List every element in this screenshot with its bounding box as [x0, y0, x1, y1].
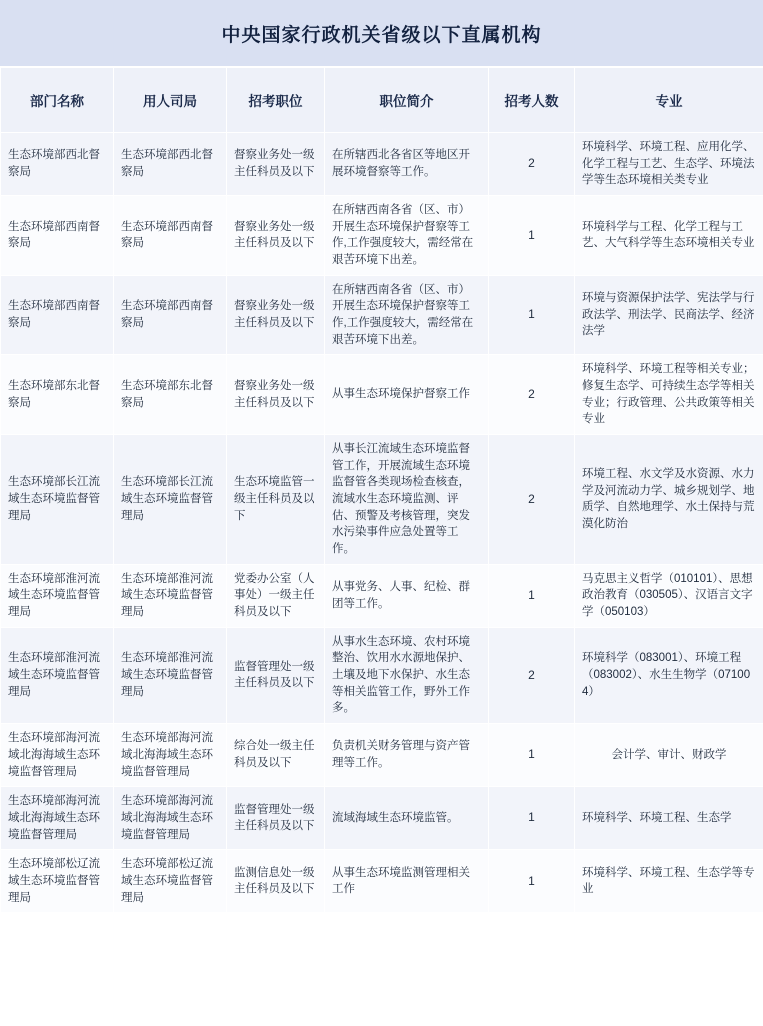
table-row [1, 275, 763, 355]
cell-brief: 从事水生态环境、农村环境整治、饮用水水源地保护、土壤及地下水保护、水生态等相关监管工作，野外工作多。 [325, 627, 489, 723]
cell-major: 环境工程、水文学及水资源、水力学及河流动力学、城乡规划学、地质学、自然地理学、水土保持与荒漠化防治 [575, 435, 763, 565]
cell-count: 2 [489, 435, 575, 565]
cell-bureau: 生态环境部淮河流域生态环境监督管理局 [114, 627, 227, 723]
column-header-count: 招考人数 [489, 68, 575, 133]
cell-post: 生态环境监管一级主任科员及以下 [227, 435, 325, 565]
cell-major: 环境科学、环境工程、生态学 [575, 787, 763, 850]
column-header-dept: 部门名称 [1, 68, 114, 133]
cell-brief: 负责机关财务管理与资产管理等工作。 [325, 724, 489, 787]
cell-count: 1 [489, 850, 575, 913]
cell-post: 综合处一级主任科员及以下 [227, 724, 325, 787]
cell-dept: 生态环境部长江流域生态环境监督管理局 [1, 435, 114, 565]
table-row [1, 564, 763, 627]
table-row [1, 133, 763, 196]
cell-brief: 在所辖西北各省区等地区开展环境督察等工作。 [325, 133, 489, 196]
cell-count: 1 [489, 564, 575, 627]
cell-bureau: 生态环境部西南督察局 [114, 275, 227, 355]
table-row [1, 724, 763, 787]
cell-bureau: 生态环境部长江流域生态环境监督管理局 [114, 435, 227, 565]
cell-bureau: 生态环境部淮河流域生态环境监督管理局 [114, 564, 227, 627]
cell-major: 环境科学、环境工程、生态学等专业 [575, 850, 763, 913]
cell-bureau: 生态环境部东北督察局 [114, 355, 227, 435]
cell-bureau: 生态环境部西南督察局 [114, 196, 227, 276]
cell-major: 会计学、审计、财政学 [575, 724, 763, 787]
cell-post: 督察业务处一级主任科员及以下 [227, 133, 325, 196]
cell-bureau: 生态环境部松辽流域生态环境监督管理局 [114, 850, 227, 913]
table-body [1, 133, 763, 913]
cell-dept: 生态环境部西北督察局 [1, 133, 114, 196]
table-header [1, 68, 763, 133]
cell-bureau: 生态环境部西北督察局 [114, 133, 227, 196]
cell-count: 1 [489, 787, 575, 850]
cell-brief: 从事生态环境保护督察工作 [325, 355, 489, 435]
cell-post: 监测信息处一级主任科员及以下 [227, 850, 325, 913]
cell-post: 监督管理处一级主任科员及以下 [227, 627, 325, 723]
cell-dept: 生态环境部海河流域北海海域生态环境监督管理局 [1, 724, 114, 787]
cell-bureau: 生态环境部海河流域北海海域生态环境监督管理局 [114, 787, 227, 850]
column-header-post: 招考职位 [227, 68, 325, 133]
cell-count: 2 [489, 627, 575, 723]
table-header-row [1, 68, 763, 133]
cell-major: 马克思主义哲学（010101）、思想政治教育（030505）、汉语言文字学（050103） [575, 564, 763, 627]
cell-dept: 生态环境部淮河流域生态环境监督管理局 [1, 564, 114, 627]
cell-brief: 从事党务、人事、纪检、群团等工作。 [325, 564, 489, 627]
cell-major: 环境科学与工程、化学工程与工艺、大气科学等生态环境相关专业 [575, 196, 763, 276]
page-title-bar [0, 0, 763, 67]
cell-dept: 生态环境部海河流域北海海域生态环境监督管理局 [1, 787, 114, 850]
cell-brief: 从事生态环境监测管理相关工作 [325, 850, 489, 913]
table-row [1, 627, 763, 723]
column-header-brief: 职位简介 [325, 68, 489, 133]
cell-count: 2 [489, 133, 575, 196]
cell-post: 党委办公室（人事处）一级主任科员及以下 [227, 564, 325, 627]
cell-dept: 生态环境部松辽流域生态环境监督管理局 [1, 850, 114, 913]
column-header-bureau: 用人司局 [114, 68, 227, 133]
page-title: 中央国家行政机关省级以下直属机构 [221, 24, 542, 46]
cell-count: 1 [489, 196, 575, 276]
cell-brief: 在所辖西南各省（区、市）开展生态环境保护督察等工作,工作强度较大，需经常在艰苦环境下出差。 [325, 196, 489, 276]
cell-count: 1 [489, 724, 575, 787]
cell-dept: 生态环境部东北督察局 [1, 355, 114, 435]
cell-count: 2 [489, 355, 575, 435]
table-row [1, 850, 763, 913]
table-row [1, 196, 763, 276]
cell-count: 1 [489, 275, 575, 355]
recruitment-table [0, 67, 763, 913]
cell-bureau: 生态环境部海河流域北海海域生态环境监督管理局 [114, 724, 227, 787]
cell-dept: 生态环境部西南督察局 [1, 196, 114, 276]
cell-brief: 流域海域生态环境监管。 [325, 787, 489, 850]
cell-brief: 从事长江流域生态环境监督管工作，开展流域生态环境监督管各类现场检查核查，流域水生态环境监测、评估、预警及考核管理，突发水污染事件应急处置等工作。 [325, 435, 489, 565]
cell-post: 督察业务处一级主任科员及以下 [227, 275, 325, 355]
cell-major: 环境与资源保护法学、宪法学与行政法学、刑法学、民商法学、经济法学 [575, 275, 763, 355]
cell-dept: 生态环境部淮河流域生态环境监督管理局 [1, 627, 114, 723]
cell-post: 督察业务处一级主任科员及以下 [227, 196, 325, 276]
table-row [1, 355, 763, 435]
cell-post: 督察业务处一级主任科员及以下 [227, 355, 325, 435]
cell-brief: 在所辖西南各省（区、市）开展生态环境保护督察等工作,工作强度较大，需经常在艰苦环境下出差。 [325, 275, 489, 355]
cell-dept: 生态环境部西南督察局 [1, 275, 114, 355]
table-row [1, 787, 763, 850]
cell-major: 环境科学（083001）、环境工程（083002）、水生生物学（071004） [575, 627, 763, 723]
cell-major: 环境科学、环境工程、应用化学、化学工程与工艺、生态学、环境法学等生态环境相关类专业 [575, 133, 763, 196]
cell-post: 监督管理处一级主任科员及以下 [227, 787, 325, 850]
cell-major: 环境科学、环境工程等相关专业；修复生态学、可持续生态学等相关专业；行政管理、公共政策等相关专业 [575, 355, 763, 435]
column-header-major: 专业 [575, 68, 763, 133]
table-row [1, 435, 763, 565]
